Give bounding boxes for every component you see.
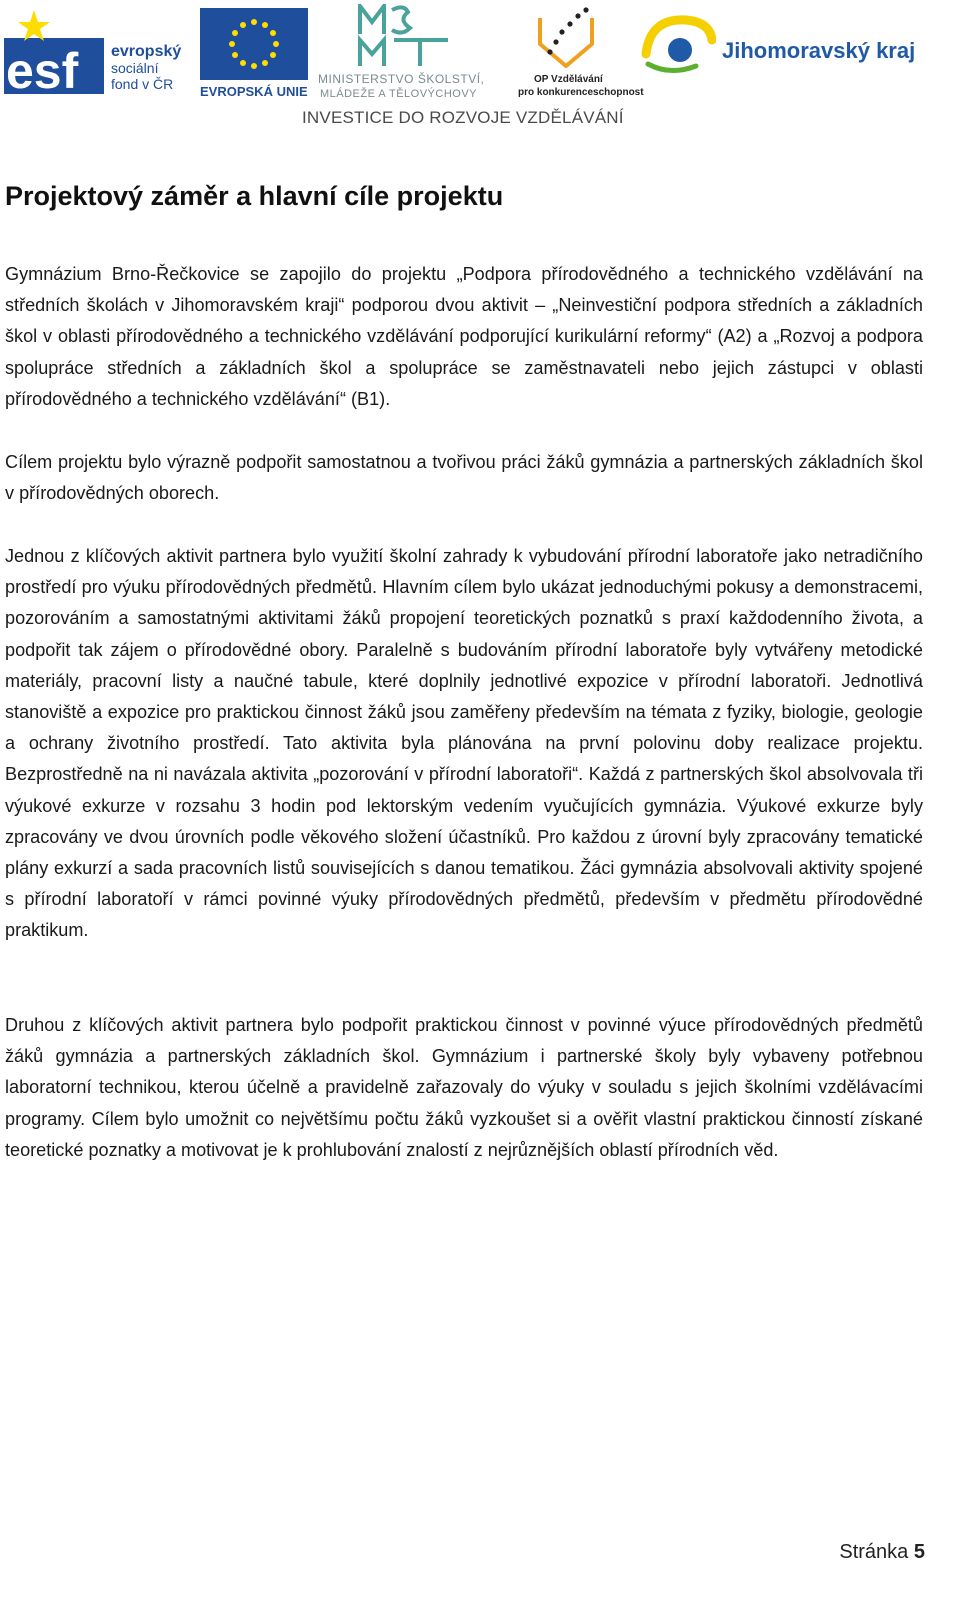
svg-text:esf: esf xyxy=(6,43,79,96)
paragraph-3: Jednou z klíčových aktivit partnera bylo využití školní zahrady k vybudování přírodní laboratoře jako netradičního prostředí pro výuku přírodovědných předmětů. Hlavním cílem bylo ukázat jednoduchými pokusy a demonstracemi, pozorováním a samostatnými aktivitami žáků propojení teoretických poznatků s praxí každodenního života, a podpořit tak zájem o přírodovědné obory. Paralelně s budováním přírodní laboratoře byly vytvářeny metodické materiály, pracovní listy a naučné tabule, které doplnily jednotlivé expozice v přírodní laboratoři. Jednotlivá stanoviště a expozice pro praktickou činnost žáků jsou zaměřeny především na témata z fyziky, biologie, geologie a ochrany životního prostředí. Tato aktivita byla plánována na první polovinu doby realizace projektu. Bezprostředně na ni navázala aktivita „pozorování v přírodní laboratoři“. Každá z partnerských škol absolvovala tři výukové exkurze v rozsahu 3 hodin pod lektorským vedením vyučujících gymnázia. Výukové exkurze byly zpracovány ve dvou úrovních podle věkového složení účastníků. Pro každou z úrovní byly zpracovány tematické plány exkurzí a sada pracovních listů souvisejících s danou tematikou. Žáci gymnázia absolvovali aktivity spojené s přírodní laboratoří v rámci povinné výuky přírodovědných předmětů, především v předmětu přírodovědné praktikum. xyxy=(5,546,923,941)
jmk-logo-mark xyxy=(640,14,716,76)
msmt-logo-mark xyxy=(358,4,450,68)
header-logos xyxy=(0,0,960,140)
jmk-label: Jihomoravský kraj xyxy=(722,38,916,63)
msmt-line1: MINISTERSTVO ŠKOLSTVÍ, xyxy=(318,72,485,86)
paragraph-2: Cílem projektu bylo výrazně podpořit samostatnou a tvořivou práci žáků gymnázia a partnerských základních škol v přírodovědných oborech. xyxy=(5,452,923,504)
eu-logo xyxy=(200,8,312,100)
esf-line3: fond v ČR xyxy=(111,76,174,92)
paragraph-4: Druhou z klíčových aktivit partnera bylo podpořit praktickou činnost v povinné výuce přírodovědných předmětů žáků gymnázia a partnerských základních škol. Gymnázium i partnerské školy byly vybaveny potřebnou laboratorní technikou, kterou účelně a pravidelně zařazovaly do výuky v souladu s jejich školními vzdělávacími programy. Cílem bylo umožnit co největšímu počtu žáků vyzkoušet si a ověřit vlastní praktickou činností získané teoretické poznatky a motivovat je k prohlubování znalostí z nejrůznějších oblastí přírodních věd. xyxy=(5,1015,923,1160)
investice-tagline: INVESTICE DO ROZVOJE VZDĚLÁVÁNÍ xyxy=(302,108,624,127)
document-title: Projektový záměr a hlavní cíle projektu xyxy=(5,181,504,211)
eu-label: EVROPSKÁ UNIE xyxy=(200,84,308,99)
op-line2: pro konkurenceschopnost xyxy=(518,87,644,98)
msmt-line2: MLÁDEŽE A TĚLOVÝCHOVY xyxy=(320,88,478,100)
esf-logo-text xyxy=(111,44,181,92)
page-footer-label: Stránka xyxy=(839,1541,909,1563)
op-logo xyxy=(518,4,644,100)
eu-flag-icon xyxy=(200,8,308,80)
page-number: 5 xyxy=(913,1541,925,1563)
page-footer xyxy=(839,1541,925,1564)
op-logo-mark xyxy=(532,4,600,68)
op-line1: OP Vzdělávání xyxy=(534,74,603,85)
esf-line2: sociální xyxy=(111,60,159,76)
jmk-logo xyxy=(640,14,940,84)
esf-logo xyxy=(4,8,190,100)
esf-line1: evropský xyxy=(111,43,182,60)
paragraph-1: Gymnázium Brno-Řečkovice se zapojilo do projektu „Podpora přírodovědného a technického vzdělávání na středních školách v Jihomoravském kraji“ podporou dvou aktivit – „Neinvestiční podpora středních a základních škol v oblasti přírodovědného a technického vzdělávání podporující kurikulární reformy“ (A2) a „Rozvoj a podpora spolupráce středních a základních škol a spolupráce se zaměstnavateli nebo jejich zástupci v oblasti přírodovědného a technického vzdělávání“ (B1). xyxy=(5,264,923,409)
msmt-logo xyxy=(318,4,508,100)
esf-logo-mark xyxy=(4,8,104,96)
